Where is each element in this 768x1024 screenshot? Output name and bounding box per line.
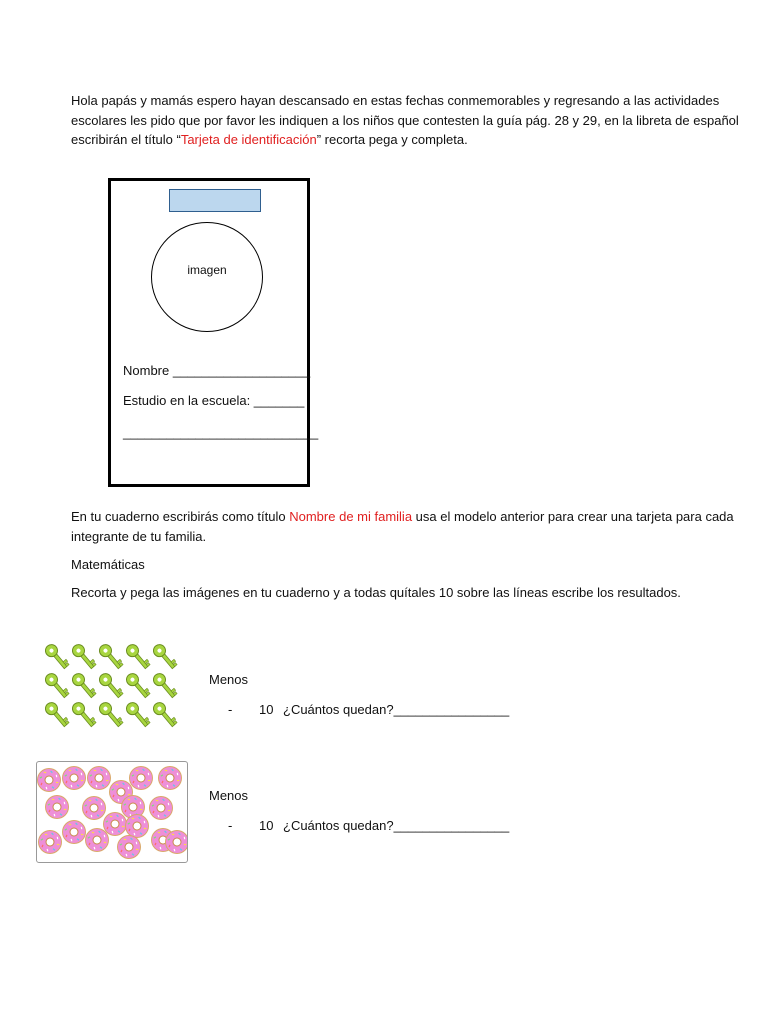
- math-heading: Matemáticas: [71, 557, 145, 572]
- green-key-icon: [70, 700, 97, 729]
- intro-text-before: Hola papás y mamás espero hayan descansado en estas fechas conmemorables y regresando a las actividades escolares les pido que por favor les indiquen a los niños que contesten la guía pág. 28 y 29, en la libreta de español escribirán el título “: [71, 93, 739, 147]
- exercise-1-line: [228, 702, 510, 717]
- pink-donut-icon: [149, 796, 173, 820]
- pink-donut-icon: [82, 796, 106, 820]
- green-key-icon: [70, 642, 97, 671]
- pink-donut-icon: [158, 766, 182, 790]
- pink-donut-icon: [125, 814, 149, 838]
- green-key-icon: [151, 642, 178, 671]
- pink-donut-icon-group: [37, 762, 187, 862]
- intro-highlight: Tarjeta de identificación: [180, 132, 317, 147]
- exercise-2-dash: -: [228, 818, 233, 833]
- card-label-box: [169, 189, 261, 212]
- green-key-icon: [97, 642, 124, 671]
- green-key-icon: [43, 642, 70, 671]
- pink-donut-icon: [129, 766, 153, 790]
- card-name-line: Nombre ___________________: [123, 363, 311, 378]
- pink-donut-icon: [62, 766, 86, 790]
- pink-donut-icon: [45, 795, 69, 819]
- green-key-icon-group: [38, 640, 184, 732]
- pink-donut-icon: [117, 835, 141, 859]
- green-key-icon: [151, 671, 178, 700]
- green-key-icon: [43, 671, 70, 700]
- exercise-2-number: 10: [259, 818, 274, 833]
- green-key-icon: [97, 700, 124, 729]
- green-key-icon: [124, 700, 151, 729]
- family-paragraph: [71, 507, 741, 546]
- green-key-icon: [124, 642, 151, 671]
- exercise-2-line: [228, 818, 510, 833]
- exercise-1-label: Menos: [209, 672, 249, 687]
- intro-paragraph: [71, 91, 741, 150]
- family-text-before: En tu cuaderno escribirás como título: [71, 509, 290, 524]
- card-image-circle: [151, 222, 263, 332]
- pink-donut-icon: [87, 766, 111, 790]
- exercise-1-dash: -: [228, 702, 233, 717]
- family-highlight: Nombre de mi familia: [289, 509, 413, 524]
- green-key-icon: [124, 671, 151, 700]
- pink-donut-icon: [38, 830, 62, 854]
- exercise-1-number: 10: [259, 702, 274, 717]
- card-image-label: imagen: [187, 263, 227, 277]
- pink-donut-icon: [85, 828, 109, 852]
- keys-image: [38, 640, 184, 732]
- intro-text-after: ” recorta pega y completa.: [316, 132, 468, 147]
- pink-donut-icon: [37, 768, 61, 792]
- donuts-image: [36, 761, 188, 863]
- pink-donut-icon: [62, 820, 86, 844]
- family-text-after: usa el modelo anterior para crear una tarjeta para cada integrante de tu familia.: [71, 509, 734, 544]
- math-instruction: Recorta y pega las imágenes en tu cuaderno y a todas quítales 10 sobre las líneas escribe los resultados.: [71, 585, 681, 600]
- card-school-line: Estudio en la escuela: _______: [123, 393, 305, 408]
- exercise-1-question: ¿Cuántos quedan?________________: [283, 702, 510, 717]
- exercise-2-question: ¿Cuántos quedan?________________: [283, 818, 510, 833]
- green-key-icon: [151, 700, 178, 729]
- id-card-model: [108, 178, 319, 487]
- exercise-2-label: Menos: [209, 788, 249, 803]
- green-key-icon: [97, 671, 124, 700]
- green-key-icon: [43, 700, 70, 729]
- green-key-icon: [70, 671, 97, 700]
- pink-donut-icon: [103, 812, 127, 836]
- card-blank-line: ___________________________: [123, 425, 319, 440]
